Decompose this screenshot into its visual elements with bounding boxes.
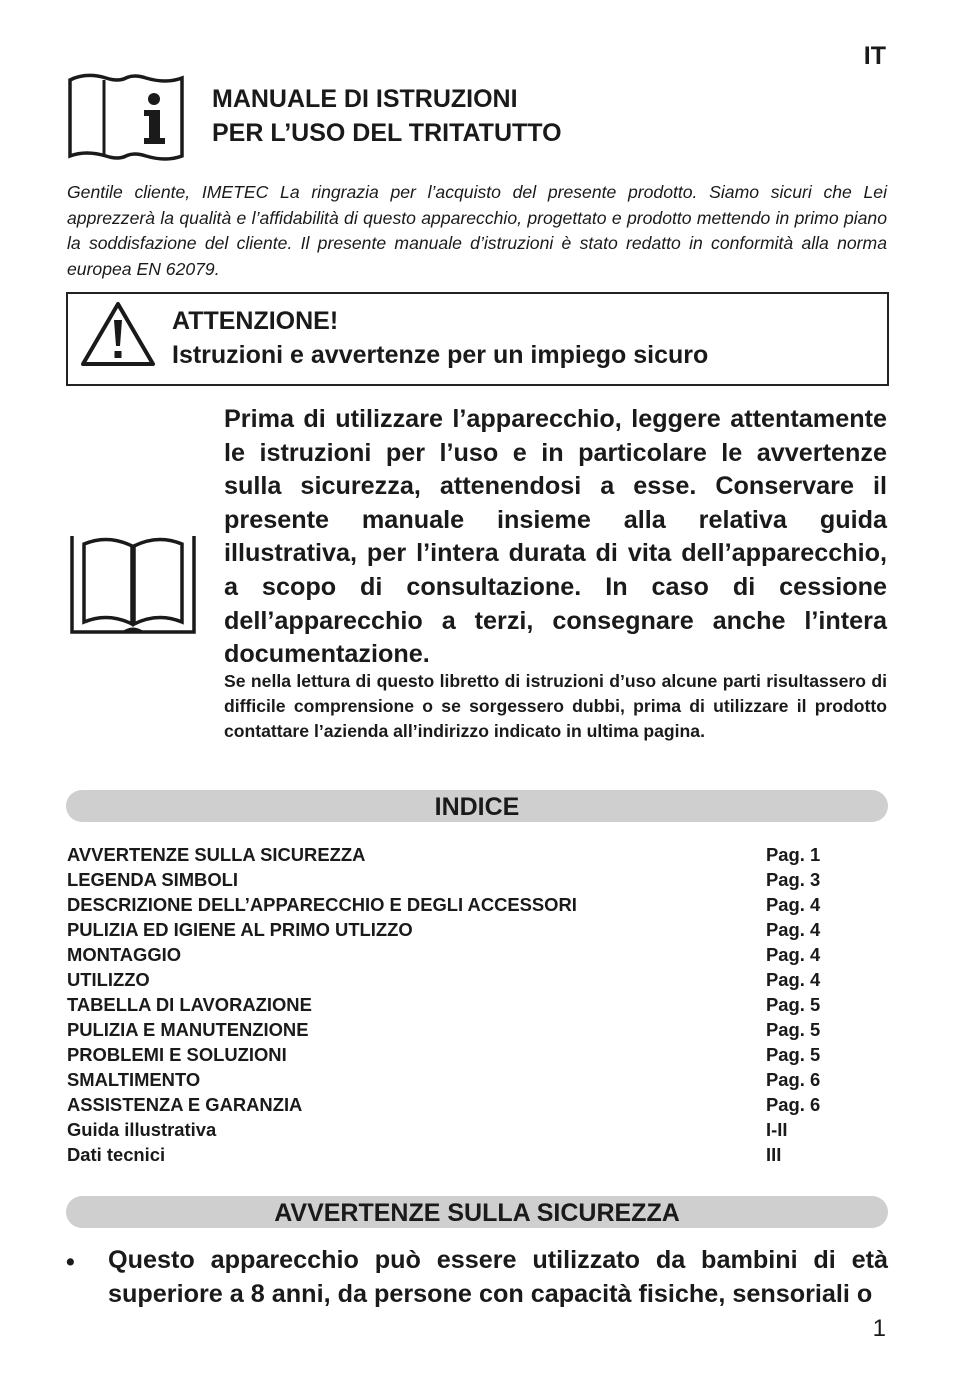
index-item-label: DESCRIZIONE DELL’APPARECCHIO E DEGLI ACCESSORI [67,894,577,915]
info-manual-icon [66,72,186,162]
index-row [67,867,827,892]
index-row [67,1117,827,1142]
language-code: IT [863,42,886,70]
index-item-label: ASSISTENZA E GARANZIA [67,1094,303,1115]
index-row [67,842,827,867]
page-number: 1 [872,1315,886,1342]
index-item-label: SMALTIMENTO [67,1069,201,1090]
index-row [67,967,827,992]
index-item-label: PROBLEMI E SOLUZIONI [67,1044,287,1065]
index-row [67,892,827,917]
index-item-page: III [766,1144,782,1165]
contact-note-text: Se nella lettura di questo libretto di istruzioni d’uso alcune parti risultassero di difficile comprensione o se sorgessero dubbi, prima di utilizzare il prodotto contattare l’azienda all’indirizzo indicato in ultima pagina. [224,671,887,741]
index-item-label: LEGENDA SIMBOLI [67,869,238,890]
warning-title [172,304,708,372]
index-item-label: Dati tecnici [67,1144,166,1165]
title-line-2: PER L’USO DEL TRITATUTTO [212,119,562,147]
index-row [67,1042,827,1067]
index-item-page: Pag. 5 [766,994,821,1015]
index-item-page: Pag. 4 [766,969,821,990]
intro-paragraph: Gentile cliente, IMETEC La ringrazia per l’acquisto del presente prodotto. Siamo sicuri che Lei apprezzerà la qualità e l’affidabilità di questo apparecchio, progettato e prodotto mettendo in primo piano la soddisfazione del cliente. Il presente manuale d’istruzioni è stato redatto in conformità alla norma europea EN 62079. [67,182,887,279]
index-item-page: Pag. 1 [766,844,821,865]
index-item-label: AVVERTENZE SULLA SICUREZZA [67,844,366,865]
index-row [67,942,827,967]
read-instructions-text: Prima di utilizzare l’apparecchio, leggere attentamente le istruzioni per l’uso e in particolare le avvertenze sulla sicurezza, attenendosi a esse. Conservare il presente manuale insieme alla relativa guida illustrativa, per l’intera durata di vita dell’apparecchio, a scopo di consultazione. In caso di cessione dell’apparecchio a terzi, consegnare anche l’intera documentazione. [224,405,887,669]
warning-subheading: Istruzioni e avvertenze per un impiego sicuro [172,341,709,369]
index-item-page: I-II [766,1119,788,1140]
index-row [67,1092,827,1117]
title-line-1: MANUALE DI ISTRUZIONI [212,85,518,113]
index-item-page: Pag. 5 [766,1019,821,1040]
open-book-icon [68,532,198,636]
index-item-page: Pag. 3 [766,869,821,890]
index-item-label: PULIZIA ED IGIENE AL PRIMO UTLIZZO [67,919,413,940]
bullet-icon: • [66,1248,75,1276]
index-item-label: UTILIZZO [67,969,150,990]
index-item-page: Pag. 4 [766,894,821,915]
safety-bullet-text: Questo apparecchio può essere utilizzato da bambini di età superiore a 8 anni, da persone con capacità fisiche, sensoriali o [108,1246,888,1308]
index-item-page: Pag. 6 [766,1094,821,1115]
index-item-label: TABELLA DI LAVORAZIONE [67,994,312,1015]
index-row [67,1142,827,1167]
index-row [67,1067,827,1092]
index-item-page: Pag. 6 [766,1069,821,1090]
index-row [67,992,827,1017]
index-item-page: Pag. 4 [766,944,821,965]
index-heading: INDICE [66,790,888,822]
index-row [67,917,827,942]
index-list [67,842,827,1167]
warning-triangle-icon [80,300,156,368]
warning-heading: ATTENZIONE! [172,307,339,335]
index-item-label: MONTAGGIO [67,944,182,965]
index-item-page: Pag. 4 [766,919,821,940]
safety-heading: AVVERTENZE SULLA SICUREZZA [66,1196,888,1228]
index-item-label: Guida illustrativa [67,1119,217,1140]
manual-title [212,82,562,150]
index-row [67,1017,827,1042]
index-item-page: Pag. 5 [766,1044,821,1065]
index-item-label: PULIZIA E MANUTENZIONE [67,1019,309,1040]
